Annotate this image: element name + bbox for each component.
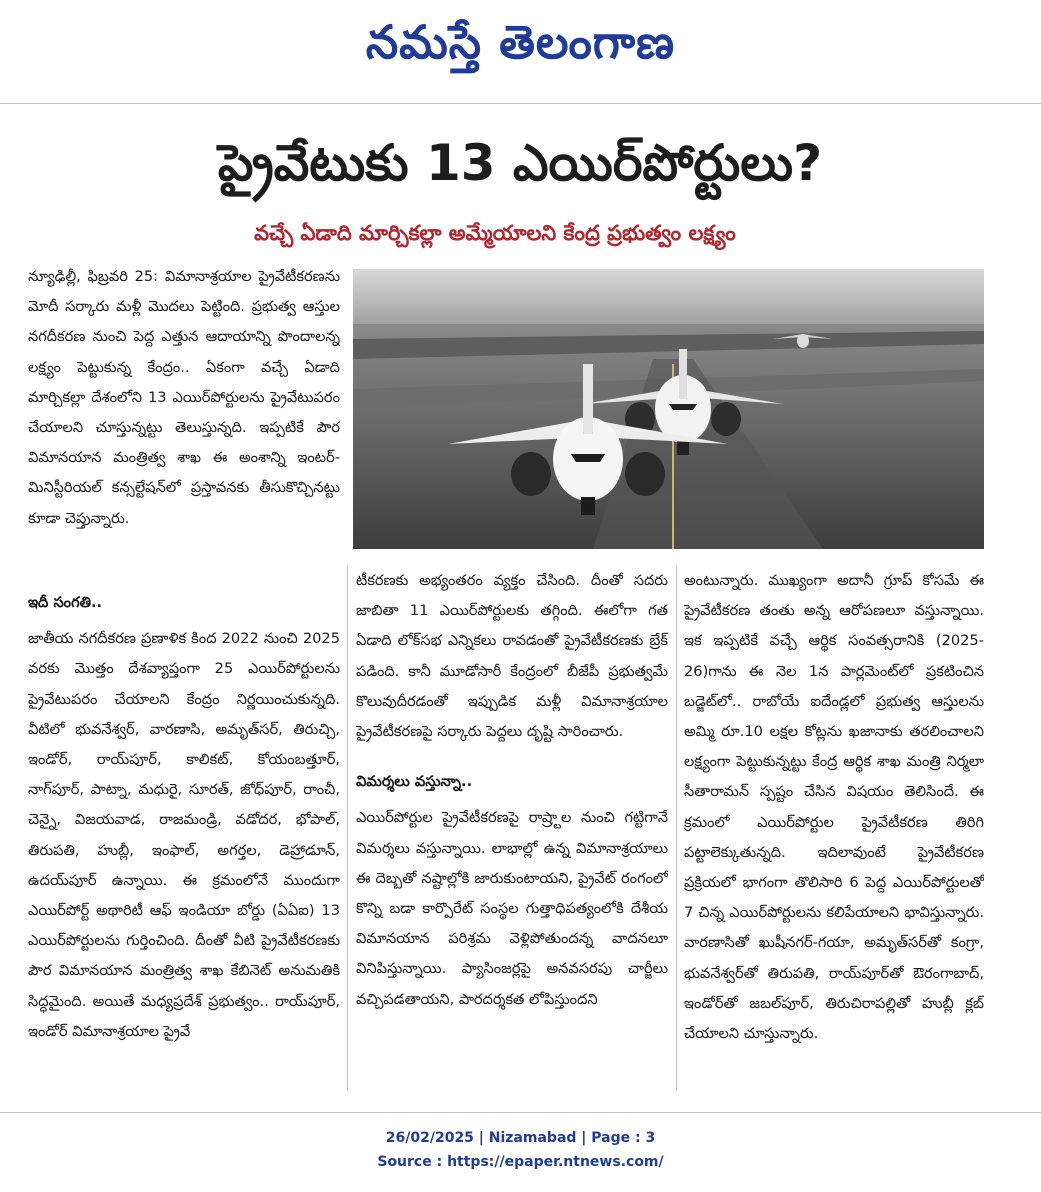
column-3-paragraph: అంటున్నారు. ముఖ్యంగా అదానీ గ్రూప్ కోసమే ఈ ప్రైవేటీకరణ తంతు అన్న ఆరోపణలూ వస్తున్నాయి. ఇక ఇప్పటికే వచ్చే ఆర్థిక సంవత్సరానికి (2025-26)గాను ఈ నెల 1న పార్లమెంట్‌లో ప్రకటించిన బడ్జెట్‌లో.. రాబోయే ఐదేండ్లలో ప్రభుత్వ ఆస్తులను అమ్మి రూ.10 లక్షల కోట్లను ఖజానాకు తరలించాలని లక్ష్యంగా పెట్టుకున్నట్టు కేంద్ర ఆర్థిక శాఖ మంత్రి నిర్మలా సీతారామన్ స్పష్టం చేసిన విషయం తెలిసిందే. ఈ క్రమంలో ఎయిర్‌పోర్టుల ప్రైవేటీకరణ తిరిగి పట్టాలెక్కుతున్నది. ఇదిలావుంటే ప్రైవేటీకరణ ప్రక్రియలో భాగంగా తొలిసారి 6 పెద్ద ఎయిర్‌పోర్టులతో 7 చిన్న ఎయిర్‌పోర్టులను కలిపేయాలని భావిస్తున్నారు. వారణాసితో ఖుషీనగర్-గయా, అమృత్‌సర్‌తో కంగ్రా, భువనేశ్వర్‌తో తిరుపతి, రాయ్‌పూర్‌తో ఔరంగాబాద్, ఇండోర్‌తో జబల్‌పూర్, తిరుచిరాపల్లితో హుబ్లీ క్లబ్ చేయాలని చూస్తున్నారు.: [684, 572, 984, 1043]
article-column-2: [356, 566, 668, 1086]
masthead-logo: నమస్తే తెలంగాణ: [365, 14, 676, 69]
column-2-paragraph: టీకరణకు అభ్యంతరం వ్యక్తం చేసింది. దీంతో సదరు జాబితా 11 ఎయిర్‌పోర్టులకు తగ్గింది. ఈలోగా గత ఏడాది లోక్‌సభ ఎన్నికలు రావడంతో ప్రైవేటీకరణకు బ్రేక్ పడింది. కానీ మూడోసారీ కేంద్రంలో బీజేపీ ప్రభుత్వమే కొలువుదీరడంతో ఇప్పుడిక మళ్లీ విమానాశ్రయాల ప్రైవేటీకరణపై సర్కారు పెద్దలు దృష్టి సారించారు.: [356, 572, 668, 741]
column-divider-1: [347, 566, 348, 1091]
footer-edition-info: 26/02/2025 | Nizamabad | Page : 3: [385, 1130, 656, 1146]
section-2-paragraph: ఎయిర్‌పోర్టుల ప్రైవేటీకరణపై రాష్ర్టాల నుంచి గట్టిగానే విమర్శలు వస్తున్నాయి. లాభాల్లో ఉన్న విమానాశ్రయాలు ఈ దెబ్బతో నష్టాల్లోకి జారుకుంటాయని, ప్రైవేట్ రంగంలో కొన్ని బడా కార్పొరేట్ సంస్థల గుత్తాధిపత్యంలోకి దేశీయ విమానయాన పరిశ్రమ వెళ్లిపోతుందన్న వాదనలూ వినిపిస్తున్నాయి. ప్యాసింజర్లపై అనవసరపు చార్జీలు వచ్చిపడతాయని, పారదర్శకత లోపిస్తుందని: [356, 809, 668, 1008]
airplanes-image: [353, 269, 984, 549]
intro-paragraph: న్యూఢిల్లీ, ఫిబ్రవరి 25: విమానాశ్రయాల ప్రైవేటీకరణను మోదీ సర్కారు మళ్లీ మొదలు పెట్టింది. ప్రభుత్వ ఆస్తుల నగదీకరణ నుంచి పెద్ద ఎత్తున ఆదాయాన్ని పొందాలన్న లక్ష్యం పెట్టుకున్న కేంద్రం.. ఏకంగా వచ్చే ఏడాది మార్చికల్లా దేశంలోని 13 ఎయిర్‌పోర్టులను ప్రైవేటుపరం చేయాలని చూస్తున్నట్టు తెలుస్తున్నది. ఇప్పటికే పౌర విమానయాన మంత్రిత్వ శాఖ ఈ అంశాన్ని ఇంటర్-మినిస్టీరియల్ కన్సల్టేషన్‌లో ప్రస్తావనకు తీసుకొచ్చినట్టు కూడా చెప్తున్నారు.: [28, 268, 340, 527]
section-heading-1: ఇదీ సంగతి..: [28, 594, 103, 611]
airport-runway-photo: [353, 269, 984, 549]
article-column-3: [684, 566, 984, 1086]
column-divider-2: [676, 566, 677, 1091]
top-divider: [0, 103, 1041, 104]
section-1-paragraph: జాతీయ నగదీకరణ ప్రణాళిక కింద 2022 నుంచి 2025 వరకు మొత్తం దేశవ్యాప్తంగా 25 ఎయిర్‌పోర్టులను ప్రైవేటుపరం చేయాలని కేంద్రం నిర్ణయించుకున్నది. వీటిలో భువనేశ్వర్, వారణాసి, అమృత్‌సర్, తిరుచ్చి, ఇండోర్, రాయ్‌పూర్, కాలికట్, కోయంబత్తూర్, నాగ్‌పూర్, పాట్నా, మధురై, సూరత్, జోధ్‌పూర్, రాంచీ, చెన్నై, విజయవాడ, రాజమండ్రి, వడోదర, భోపాల్, తిరుపతి, హుబ్లీ, ఇంఫాల్, అగర్తల, డెహ్రాడూన్, ఉదయ్‌పూర్ ఉన్నాయి. ఈ క్రమంలోనే ముందుగా ఎయిర్‌పోర్ట్ అథారిటీ ఆఫ్ ఇండియా బోర్డు (ఏఏఐ) 13 ఎయిర్‌పోర్టులను గుర్తించింది. దీంతో వీటి ప్రైవేటీకరణకు పౌర విమానయాన మంత్రిత్వ శాఖ కేబినెట్ అనుమతికి సిద్ధమైంది. అయితే మధ్యప్రదేశ్ ప్రభుత్వం.. రాయ్‌పూర్, ఇండోర్ విమానాశ్రయాల ప్రైవే: [28, 630, 340, 1040]
subheadline: వచ్చే ఏడాది మార్చికల్లా అమ్మేయాలని కేంద్ర ప్రభుత్వం లక్ష్యం: [254, 221, 736, 245]
headline: ప్రైవేటుకు 13 ఎయిర్‌పోర్టులు?: [217, 134, 823, 192]
article-column-1: [28, 588, 340, 1088]
article-intro: [28, 262, 340, 562]
footer-source-link[interactable]: Source : https://epaper.ntnews.com/: [377, 1154, 664, 1170]
section-heading-2: విమర్శలు వస్తున్నా..: [356, 773, 473, 791]
bottom-divider: [0, 1112, 1041, 1113]
